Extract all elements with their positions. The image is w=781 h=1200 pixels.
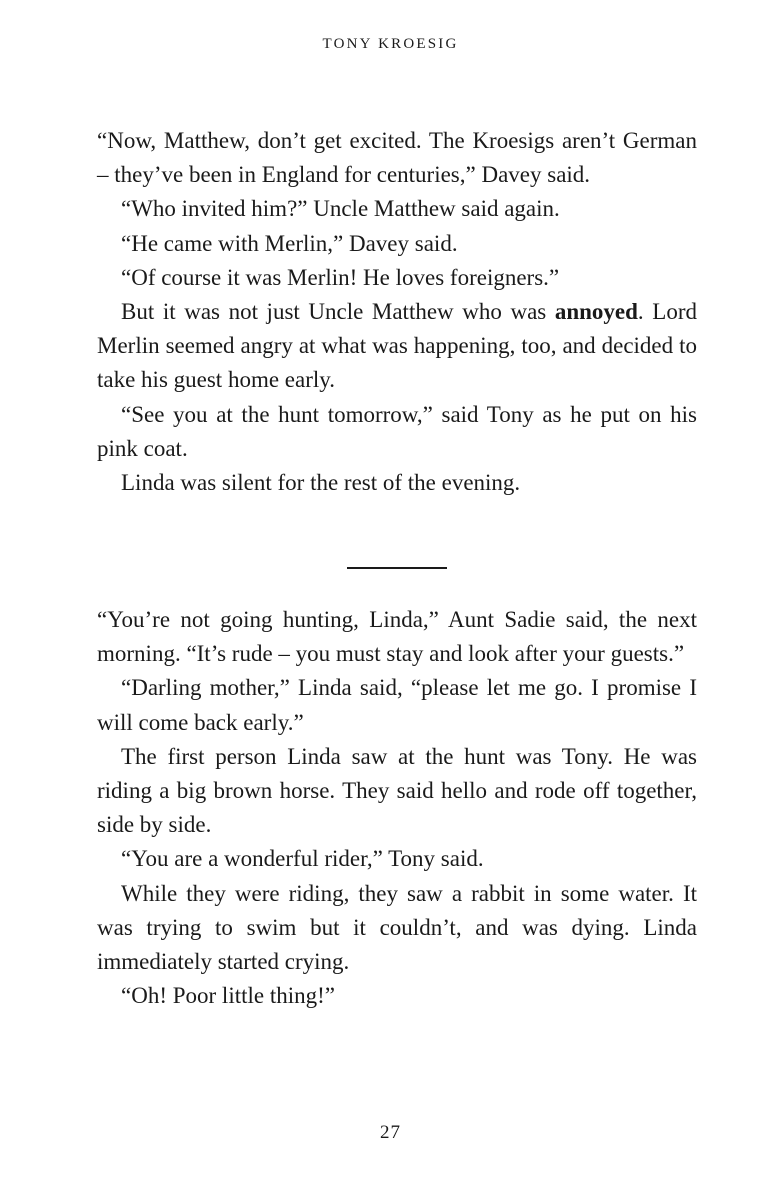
- paragraph-annoyed: [97, 295, 697, 398]
- paragraph: “He came with Merlin,” Davey said.: [121, 230, 458, 256]
- paragraph: “See you at the hunt tomorrow,” said Tony as he put on his pink coat.: [97, 401, 697, 461]
- paragraph: “Of course it was Merlin! He loves foreigners.”: [121, 264, 560, 290]
- paragraph: “Who invited him?” Uncle Matthew said again.: [121, 196, 560, 222]
- scene-break-rule: [347, 567, 447, 569]
- paragraph: “You’re not going hunting, Linda,” Aunt Sadie said, the next morning. “It’s rude – you must stay and look after your guests.”: [97, 607, 697, 667]
- paragraph-text: . Lord Merlin seemed angry at what was happening, too, and decided to take his guest home early.: [97, 299, 697, 393]
- text-section-2: [97, 603, 697, 1013]
- paragraph: “Darling mother,” Linda said, “please let me go. I promise I will come back early.”: [97, 675, 697, 735]
- paragraph: The first person Linda saw at the hunt was Tony. He was riding a big brown horse. They said hello and rode off together, side by side.: [97, 743, 697, 838]
- paragraph: Linda was silent for the rest of the evening.: [121, 470, 521, 496]
- running-head: TONY KROESIG: [322, 36, 459, 52]
- paragraph: “Oh! Poor little thing!”: [121, 983, 335, 1009]
- bold-word: annoyed: [554, 299, 638, 325]
- paragraph: “You are a wonderful rider,” Tony said.: [121, 846, 484, 872]
- paragraph: While they were riding, they saw a rabbit in some water. It was trying to swim but it couldn’t, and was dying. Linda immediately started crying.: [97, 880, 697, 975]
- paragraph: “Now, Matthew, don’t get excited. The Kroesigs aren’t German – they’ve been in England for centuries,” Davey said.: [97, 128, 697, 188]
- paragraph-text: But it was not just Uncle Matthew who was: [121, 299, 555, 325]
- page-number: 27: [380, 1122, 401, 1143]
- text-section-1: [97, 124, 697, 500]
